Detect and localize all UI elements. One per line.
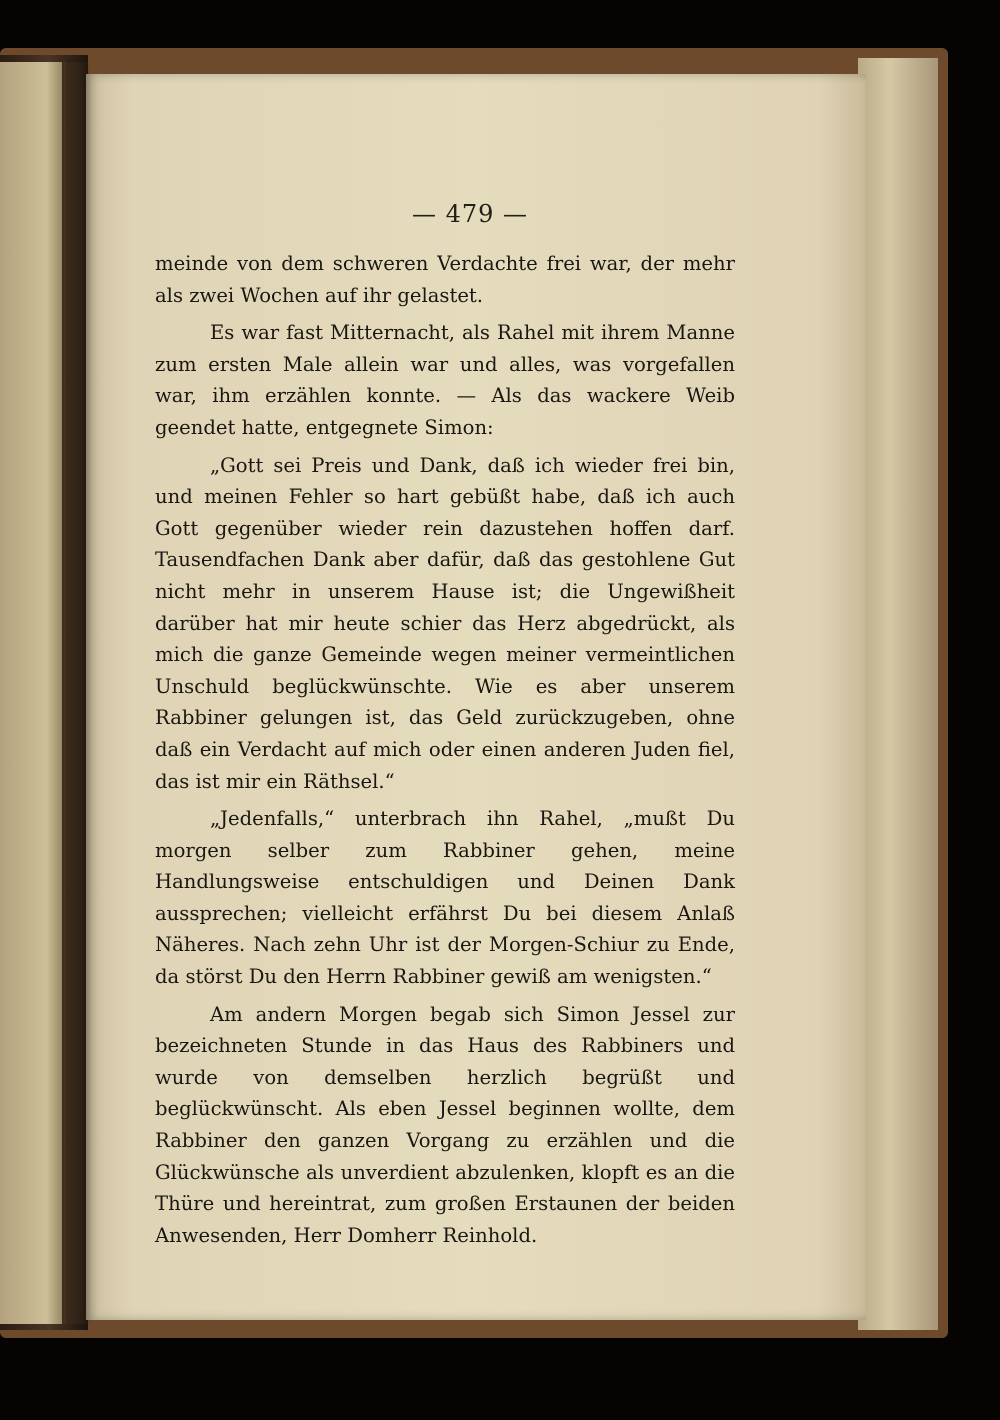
page-number: — 479 — <box>411 200 529 228</box>
paragraph-3: „Gott sei Preis und Dank, daß ich wieder frei bin, und meinen Fehler so hart gebüßt habe, daß ich auch Gott gegenüber wieder rein dazustehen hoffen darf. Tausendfachen Dank aber dafür, daß das gestohlene Gut nicht mehr in unserem Hause ist; die Ungewißheit darüber hat mir heute schier das Herz abgedrückt, als mich die ganze Gemeinde wegen meiner vermeintlichen Unschuld beglückwünschte. Wie es aber unserem Rabbiner gelungen ist, das Geld zurückzugeben, ohne daß ein Verdacht auf mich oder einen anderen Juden fiel, das ist mir ein Räthsel.“ <box>155 453 735 793</box>
page-header <box>86 0 866 260</box>
left-page-edge <box>0 62 66 1324</box>
paragraph-1: meinde von dem schweren Verdachte frei war, der mehr als zwei Wochen auf ihr gelastet. <box>155 252 735 307</box>
page-stack-edge <box>858 58 938 1330</box>
paragraph-5: Am andern Morgen begab sich Simon Jessel zur bezeichneten Stunde in das Haus des Rabbiners und wurde von demselben herzlich begrüßt und beglückwünscht. Als eben Jessel beginnen wollte, dem Rabbiner den ganzen Vorgang zu erzählen und die Glückwünsche als unverdient abzulenken, klopft es an die Thüre und hereintrat, zum großen Erstaunen der beiden Anwesenden, Herr Domherr Reinhold. <box>155 1002 735 1247</box>
paragraph-2: Es war fast Mitternacht, als Rahel mit ihrem Manne zum ersten Male allein war und alles, was vorgefallen war, ihm erzählen konnte. — Als das wackere Weib geendet hatte, entgegnete Simon: <box>155 321 735 439</box>
paragraph-4: „Jedenfalls,“ unterbrach ihn Rahel, „mußt Du morgen selber zum Rabbiner gehen, meine Handlungsweise entschuldigen und Deinen Dank aussprechen; vielleicht erfährst Du bei diesem Anlaß Näheres. Nach zehn Uhr ist der Morgen-Schiur zu Ende, da störst Du den Herrn Rabbiner gewiß am wenigsten.“ <box>155 807 735 989</box>
page-body <box>155 248 735 1251</box>
